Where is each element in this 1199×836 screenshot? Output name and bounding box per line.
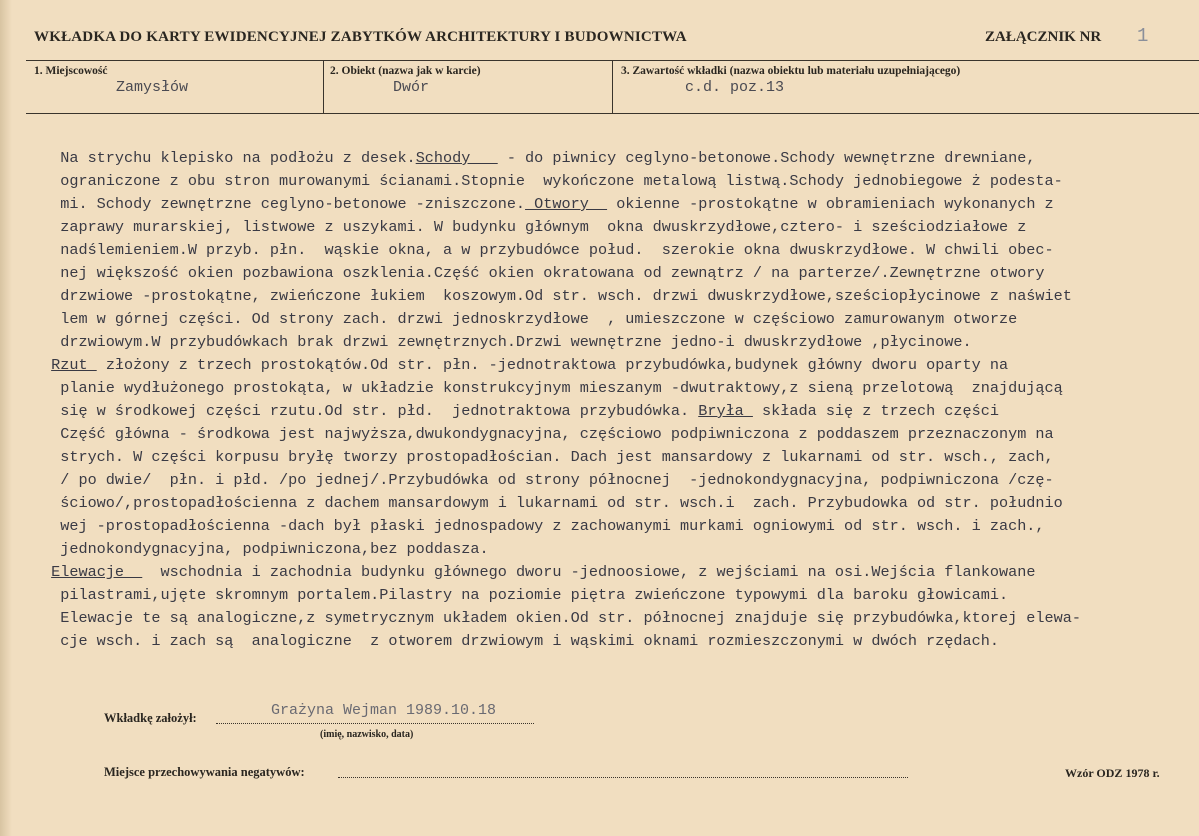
section-heading: Schody — [415, 149, 498, 167]
negatives-label: Miejsce przechowywania negatywów: — [104, 765, 305, 779]
text-segment: ograniczone z obu stron murowanymi ścianami.Stopnie wykończone metalową listwą.Schody jednobiegowe ż podesta- — [42, 172, 1063, 190]
text-line — [42, 584, 1199, 607]
text-segment: jednokondygnacyjna, podpiwniczona,bez poddasza. — [42, 540, 489, 558]
text-line — [42, 469, 1199, 492]
text-line — [42, 561, 1199, 584]
text-line — [42, 400, 1199, 423]
text-line — [42, 377, 1199, 400]
text-segment: nadślemieniem.W przyb. płn. wąskie okna, a w przybudówce połud. szerokie okna dwuskrzydłowe. W chwili obec- — [42, 241, 1054, 259]
text-segment: drzwiowym.W przybudówkach brak drzwi zewnętrznych.Drzwi wewnętrzne jedno-i dwuskrzydłowe ,płycinowe. — [42, 333, 972, 351]
signed-value: Grażyna Wejman 1989.10.18 — [271, 702, 497, 719]
attachment-number: 1 — [1137, 25, 1149, 47]
text-segment: Na strychu klepisko na podłożu z desek. — [42, 149, 416, 167]
text-segment: drzwiowe -prostokątne, zwieńczone łukiem koszowym.Od str. wsch. drzwi dwuskrzydłowe,sześciopłycinowe z naświet — [42, 287, 1072, 305]
form-reference: Wzór ODZ 1978 r. — [1065, 766, 1160, 780]
signed-label: Wkładkę założył: — [104, 711, 197, 725]
section-heading: Elewacje — [51, 563, 143, 581]
text-segment: / po dwie/ płn. i płd. /po jednej/.Przybudówka od strony północnej -jednokondygnacyjna, podpiwniczona /czę- — [42, 471, 1054, 489]
signed-hint: (imię, nazwisko, data) — [320, 729, 414, 740]
text-segment: mi. Schody zewnętrzne ceglyno-betonowe -zniszczone. — [42, 195, 526, 213]
text-segment: się w środkowej części rzutu.Od str. płd. jednotraktowa przybudówka. — [42, 402, 699, 420]
text-line — [42, 331, 1199, 354]
field-divider-2 — [612, 60, 613, 113]
field-divider-1 — [323, 60, 324, 113]
text-segment: Część główna - środkowa jest najwyższa,dwukondygnacyjna, częściowo podpiwniczona z poddaszem przeznaczonym na — [42, 425, 1054, 443]
object-value: Dwór — [393, 79, 430, 96]
text-line — [42, 308, 1199, 331]
text-line — [42, 538, 1199, 561]
text-segment: wej -prostopadłościenna -dach był płaski jednospadowy z zachowanymi murkami ogniowymi od str. wsch. i zach., — [42, 517, 1045, 535]
text-line — [42, 446, 1199, 469]
text-segment: planie wydłużonego prostokąta, w układzie konstrukcyjnym mieszanym -dwutraktowy,z sieną przelotową znajdującą — [42, 379, 1063, 397]
text-line — [42, 239, 1199, 262]
sheet-title: WKŁADKA DO KARTY EWIDENCYJNEJ ZABYTKÓW ARCHITEKTURY I BUDOWNICTWA — [34, 29, 687, 45]
locality-value: Zamysłów — [116, 79, 189, 96]
text-segment: okienne -prostokątne w obramieniach wykonanych z — [607, 195, 1054, 213]
content-label: 3. Zawartość wkładki (nazwa obiektu lub materiału uzupełniającego) — [621, 65, 961, 77]
text-segment: zaprawy murarskiej, listwowe z uszykami. W budynku głównym okna dwuskrzydłowe,cztero- i sześciodziałowe z — [42, 218, 1027, 236]
signed-dotted-line — [216, 723, 534, 724]
locality-label: 1. Miejscowość — [34, 65, 108, 77]
text-line — [42, 193, 1199, 216]
text-segment: cje wsch. i zach są analogiczne z otworem drzwiowym i wąskimi oknami rozmieszczonymi w dwóch rzędach. — [42, 632, 999, 650]
text-line — [42, 354, 1199, 377]
text-line — [42, 170, 1199, 193]
attachment-label: ZAŁĄCZNIK NR — [985, 29, 1102, 45]
text-line — [42, 630, 1199, 653]
section-heading: Otwory — [525, 195, 608, 213]
section-heading: Bryła — [698, 402, 753, 420]
text-line — [42, 607, 1199, 630]
content-value: c.d. poz.13 — [685, 79, 785, 96]
text-segment: strych. W części korpusu bryłę tworzy prostopadłościan. Dach jest mansardowy z lukarnami od str. wsch., zach, — [42, 448, 1054, 466]
text-line — [42, 423, 1199, 446]
object-label: 2. Obiekt (nazwa jak w karcie) — [330, 65, 481, 77]
text-line — [42, 492, 1199, 515]
text-segment: nej większość okien pozbawiona oszklenia.Część okien okratowana od zewnątrz / na parterze/.Zewnętrzne otwory — [42, 264, 1045, 282]
text-segment — [42, 356, 51, 374]
negatives-dotted-line — [338, 777, 908, 778]
text-line — [42, 147, 1199, 170]
text-line — [42, 285, 1199, 308]
text-line — [42, 262, 1199, 285]
text-segment: pilastrami,ujęte skromnym portalem.Pilastry na poziomie piętra zwieńczone typowymi dla baroku głowicami. — [42, 586, 1009, 604]
text-segment: złożony z trzech prostokątów.Od str. płn. -jednotraktowa przybudówka,budynek główny dworu oparty na — [96, 356, 1009, 374]
paper-edge — [0, 0, 12, 836]
section-heading: Rzut — [51, 356, 97, 374]
text-segment: - do piwnicy ceglyno-betonowe.Schody wewnętrzne drewniane, — [497, 149, 1036, 167]
typed-description — [42, 147, 1199, 653]
text-segment: wschodnia i zachodnia budynku głównego dworu -jednoosiowe, z wejściami na osi.Wejścia flankowane — [142, 563, 1036, 581]
header-rule-bottom — [26, 113, 1199, 114]
text-segment: lem w górnej części. Od strony zach. drzwi jednoskrzydłowe , umieszczone w częściowo zamurowanym otworze — [42, 310, 1018, 328]
text-segment: ściowo/,prostopadłościenna z dachem mansardowym i lukarnami od str. wsch.i zach. Przybudowka od str. południo — [42, 494, 1063, 512]
text-segment: Elewacje te są analogiczne,z symetrycznym układem okien.Od str. północnej znajduje się przybudówka,ktorej elewa- — [42, 609, 1081, 627]
text-line — [42, 515, 1199, 538]
text-segment — [42, 563, 51, 581]
text-line — [42, 216, 1199, 239]
text-segment: składa się z trzech części — [752, 402, 999, 420]
